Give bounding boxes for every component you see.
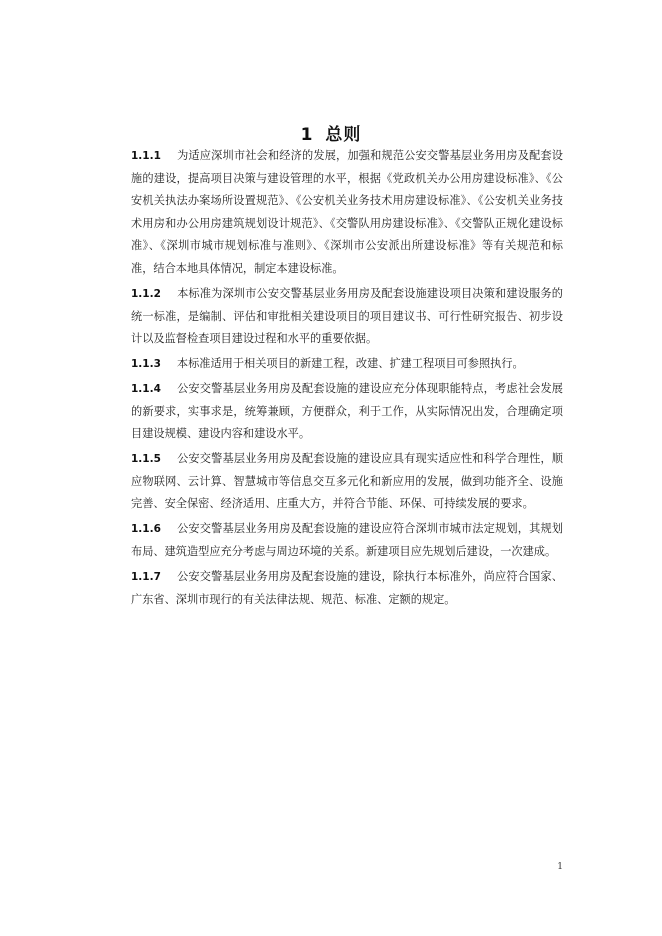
clause-text: 本标准为深圳市公安交警基层业务用房及配套设施建设项目决策和建设服务的统一标准，是编制、评估和审批相关建设项目的项目建议书、可行性研究报告、初步设计以及监督检查项目建设过程和水平的重要依据。 <box>131 286 563 346</box>
clause-text: 本标准适用于相关项目的新建工程，改建、扩建工程项目可参照执行。 <box>176 357 524 371</box>
clause-1-1-5 <box>131 448 563 516</box>
clause-number: 1.1.2 <box>131 287 161 300</box>
chapter-title-text: 总则 <box>325 125 362 146</box>
chapter-number: 1 <box>300 125 314 146</box>
clause-1-1-3 <box>131 353 563 376</box>
clause-text: 公安交警基层业务用房及配套设施的建设应具有现实适应性和科学合理性，顺应物联网、云计算、智慧城市等信息交互多元化和新应用的发展，做到功能齐全、设施完善、安全保密、经济适用、庄重大方，并符合节能、环保、可持续发展的要求。 <box>131 452 563 511</box>
clause-number: 1.1.6 <box>131 523 161 536</box>
page-number: 1 <box>557 862 563 872</box>
clause-number: 1.1.1 <box>131 150 161 162</box>
clause-text: 公安交警基层业务用房及配套设施的建设应符合深圳市城市法定规划，其规划布局、建筑造型应充分考虑与周边环境的关系。新建项目应先规划后建设，一次建成。 <box>131 522 563 559</box>
clause-1-1-7 <box>131 566 563 611</box>
clause-number: 1.1.7 <box>131 571 161 584</box>
chapter-title <box>0 120 662 145</box>
clause-1-1-1 <box>131 145 563 281</box>
clause-1-1-4 <box>131 378 563 446</box>
clause-text: 公安交警基层业务用房及配套设施的建设应充分体现职能特点，考虑社会发展的新要求，实事求是，统筹兼顾，方便群众，利于工作，从实际情况出发，合理确定项目建设规模、建设内容和建设水平。 <box>131 382 563 441</box>
clause-text: 公安交警基层业务用房及配套设施的建设，除执行本标准外，尚应符合国家、广东省、深圳市现行的有关法律法规、规范、标准、定额的规定。 <box>131 570 563 606</box>
clause-1-1-2 <box>131 283 563 351</box>
clause-list <box>131 145 563 614</box>
clause-1-1-6 <box>131 518 563 563</box>
clause-number: 1.1.5 <box>131 453 161 466</box>
clause-number: 1.1.3 <box>131 358 161 371</box>
clause-text: 为适应深圳市社会和经济的发展，加强和规范公安交警基层业务用房及配套设施的建设，提高项目决策与建设管理的水平，根据《党政机关办公用房建设标准》、《公安机关执法办案场所设置规范》、《公安机关业务技术用房建设标准》、《公安机关业务技术用房和办公用房建筑规划设计规范》、《交警队用房建设标准》、《交警队正规化建设标准》、《深圳市城市规划标准与准则》、《深圳市公安派出所建设标准》等有关规范和标准，结合本地具体情况，制定本建设标准。 <box>131 149 563 275</box>
clause-number: 1.1.4 <box>131 383 161 396</box>
